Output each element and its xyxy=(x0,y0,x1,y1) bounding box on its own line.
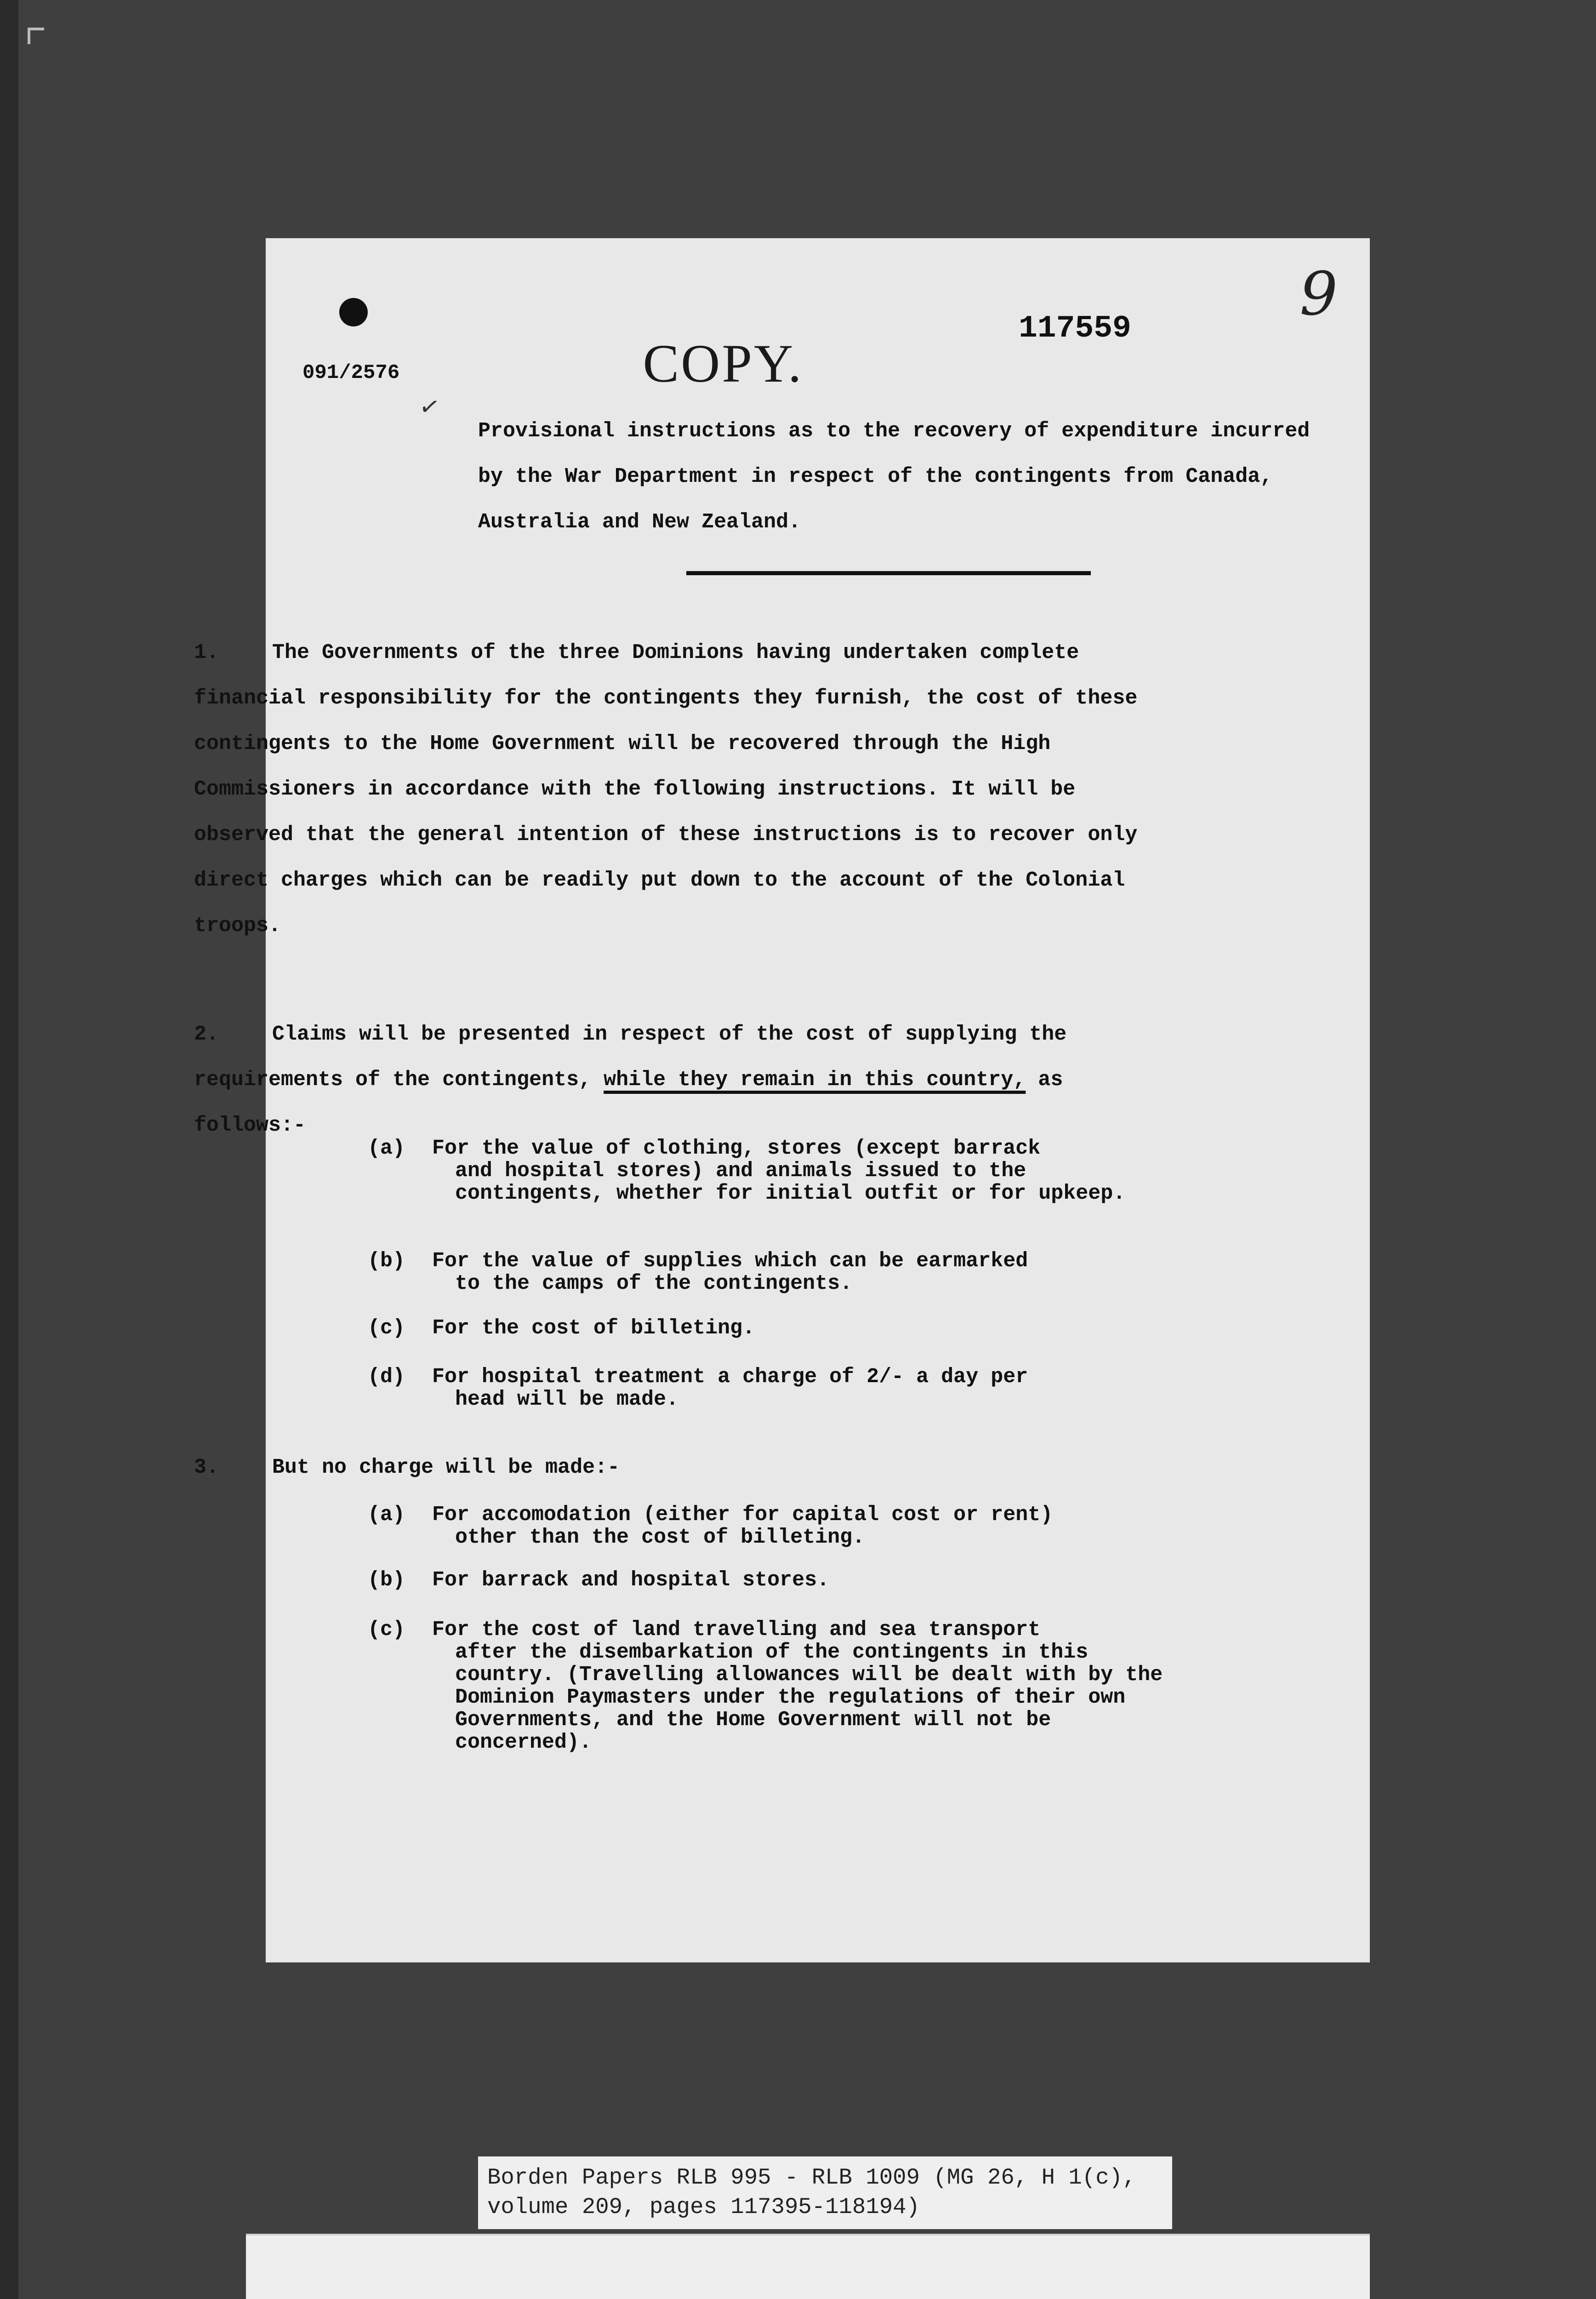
paragraph-text: The Governments of the three Dominions having undertaken complete financial responsibility for the contingents they furnish, the cost of these contingents to the Home Government will be recovered through the High Commissioners in accordance with the following instructions. It will be observed that the general intention of these instructions is to recover only direct charges which can be readily put down to the account of the Colonial troops. xyxy=(194,641,1138,938)
handwritten-page-number: 9 xyxy=(1300,259,1338,329)
list-item xyxy=(368,1250,1181,1295)
paragraph-2 xyxy=(194,1012,1155,1148)
list-item-letter: (b) xyxy=(368,1568,405,1592)
list-item-letter: (a) xyxy=(368,1137,405,1160)
paragraph-1 xyxy=(194,630,1155,949)
paragraph-3 xyxy=(194,1456,620,1479)
list-item-text: For accomodation (either for capital cost or rent) xyxy=(432,1503,1053,1527)
list-item-text-cont: head will be made. xyxy=(455,1388,679,1411)
list-item xyxy=(368,1366,1181,1411)
list-item-text-cont: other than the cost of billeting. xyxy=(455,1526,865,1549)
list-item-text: For the cost of land travelling and sea transport xyxy=(432,1618,1041,1641)
list-item-text: For the value of supplies which can be earmarked xyxy=(432,1249,1028,1273)
check-mark-icon: ✓ xyxy=(418,391,440,425)
film-edge-left xyxy=(0,0,18,2299)
document-number: 117559 xyxy=(1019,311,1131,346)
archive-card xyxy=(246,2234,1370,2299)
heading-divider xyxy=(686,571,1091,575)
list-item-text-cont: and hospital stores) and animals issued to the contingents, whether for initial outfit or for upkeep. xyxy=(455,1159,1126,1205)
corner-crop-mark xyxy=(28,28,44,44)
punch-hole xyxy=(339,298,368,326)
list-item-text: For barrack and hospital stores. xyxy=(432,1568,830,1592)
list-item-letter: (c) xyxy=(368,1316,405,1340)
list-item-text: For hospital treatment a charge of 2/- a day per xyxy=(432,1365,1028,1389)
list-item xyxy=(368,1504,1181,1549)
list-item-letter: (c) xyxy=(368,1618,405,1641)
list-item xyxy=(368,1618,1181,1754)
paragraph-number: 1. xyxy=(194,641,219,664)
paragraph-text: Claims will be presented in respect of the cost of supplying the requirements of the contingents, xyxy=(194,1023,1067,1092)
list-item-letter: (d) xyxy=(368,1365,405,1389)
paragraph-number: 3. xyxy=(194,1456,219,1479)
list-item-letter: (a) xyxy=(368,1503,405,1527)
list-item-text-cont: to the camps of the contingents. xyxy=(455,1272,853,1295)
document-heading: Provisional instructions as to the recovery of expenditure incurred by the War Department in respect of the contingents from Canada, Australia and New Zealand. xyxy=(478,419,1310,534)
paragraph-text: But no charge will be made:- xyxy=(272,1456,620,1479)
list-item-text: For the value of clothing, stores (except barrack xyxy=(432,1137,1041,1160)
paragraph-number: 2. xyxy=(194,1023,219,1046)
document-page xyxy=(194,238,1370,1962)
underlined-phrase: while they remain in this country, xyxy=(604,1068,1026,1092)
citation-line-2: volume 209, pages 117395-118194) xyxy=(487,2194,920,2220)
list-item-text-cont: after the disembarkation of the contingents in this country. (Travelling allowances will be dealt with by the Dominion Paymasters under the regulations of their own Governments, and the Home Government will not be concerned). xyxy=(455,1641,1163,1754)
citation-line-1: Borden Papers RLB 995 - RLB 1009 (MG 26, H 1(c), xyxy=(487,2165,1136,2190)
paragraph-text-end: as follows:- xyxy=(194,1068,1063,1137)
list-item xyxy=(368,1569,1181,1591)
copy-title: COPY. xyxy=(643,333,804,394)
list-item-letter: (b) xyxy=(368,1249,405,1273)
file-reference: 091/2576 xyxy=(302,361,400,384)
list-item xyxy=(368,1137,1181,1205)
list-item-text: For the cost of billeting. xyxy=(432,1316,755,1340)
citation-label xyxy=(478,2156,1172,2229)
list-item xyxy=(368,1317,1181,1339)
